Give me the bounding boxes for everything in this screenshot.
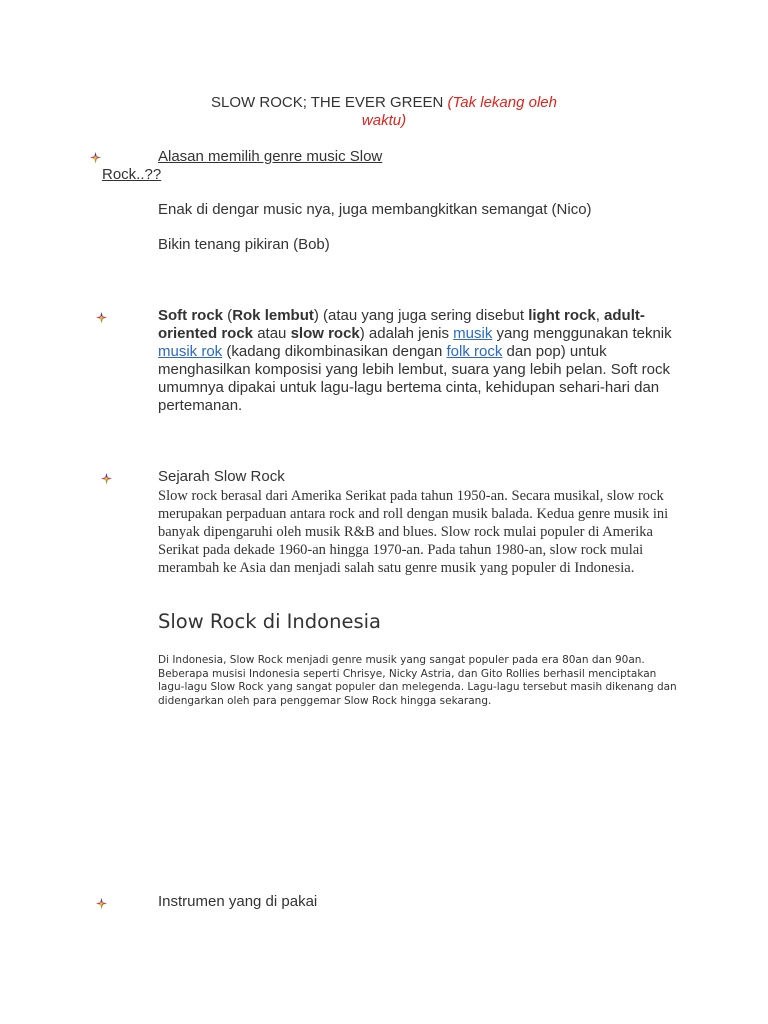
bullet-arrow-icon [101,473,112,484]
sejarah-heading: Sejarah Slow Rock [158,468,285,485]
indonesia-body: Di Indonesia, Slow Rock menjadi genre musik yang sangat populer pada era 80an dan 90an. Beberapa musisi Indonesia seperti Chrisye, Nicky Astria, dan Gito Rollies berhasil menciptakan lagu-lagu Slow Rock yang sangat populer dan melegenda. Lagu-lagu tersebut masih dikenang dan didengarkan oleh para penggemar Slow Rock hingga sekarang. [158,654,677,707]
answer-nico: Enak di dengar music nya, juga membangkitkan semangat (Nico) [158,201,592,218]
soft-rock-paragraph: Soft rock (Rok lembut) (atau yang juga sering disebut light rock, adult-oriented rock atau slow rock) adalah jenis musik yang menggunakan teknik musik rok (kadang dikombinasikan dengan folk rock dan pop) untuk menghasilkan komposisi yang lebih lembut, suara yang lebih pelan. Soft rock umumnya dipakai untuk lagu-lagu bertema cinta, kehidupan sehari-hari dan pertemanan. [158,307,672,414]
link-musik-rok[interactable]: musik rok [158,343,223,360]
document-title [200,94,568,130]
instrumen-heading: Instrumen yang di pakai [158,893,318,910]
title-main: SLOW ROCK; THE EVER GREEN [211,94,448,111]
section-alasan-heading: Alasan memilih genre music Slow Rock..?? [102,148,383,183]
bullet-arrow-icon [96,898,107,909]
link-musik[interactable]: musik [453,325,493,342]
sejarah-body: Slow rock berasal dari Amerika Serikat pada tahun 1950-an. Secara musikal, slow rock merupakan perpaduan antara rock and roll dengan musik balada. Kedua genre musik ini banyak dipengaruhi oleh musik R&B and blues. Slow rock mulai populer di Amerika Serikat pada dekade 1960-an hingga 1970-an. Pada tahun 1980-an, slow rock mulai merambah ke Asia dan menjadi salah satu genre musik yang populer di Indonesia. [158,488,669,576]
title-subtitle: (Tak lekang oleh waktu) [361,94,557,129]
answer-bob: Bikin tenang pikiran (Bob) [158,236,330,253]
indonesia-heading: Slow Rock di Indonesia [158,610,381,633]
bullet-arrow-icon [90,152,101,163]
bullet-arrow-icon [96,312,107,323]
link-folk-rock[interactable]: folk rock [446,343,503,360]
